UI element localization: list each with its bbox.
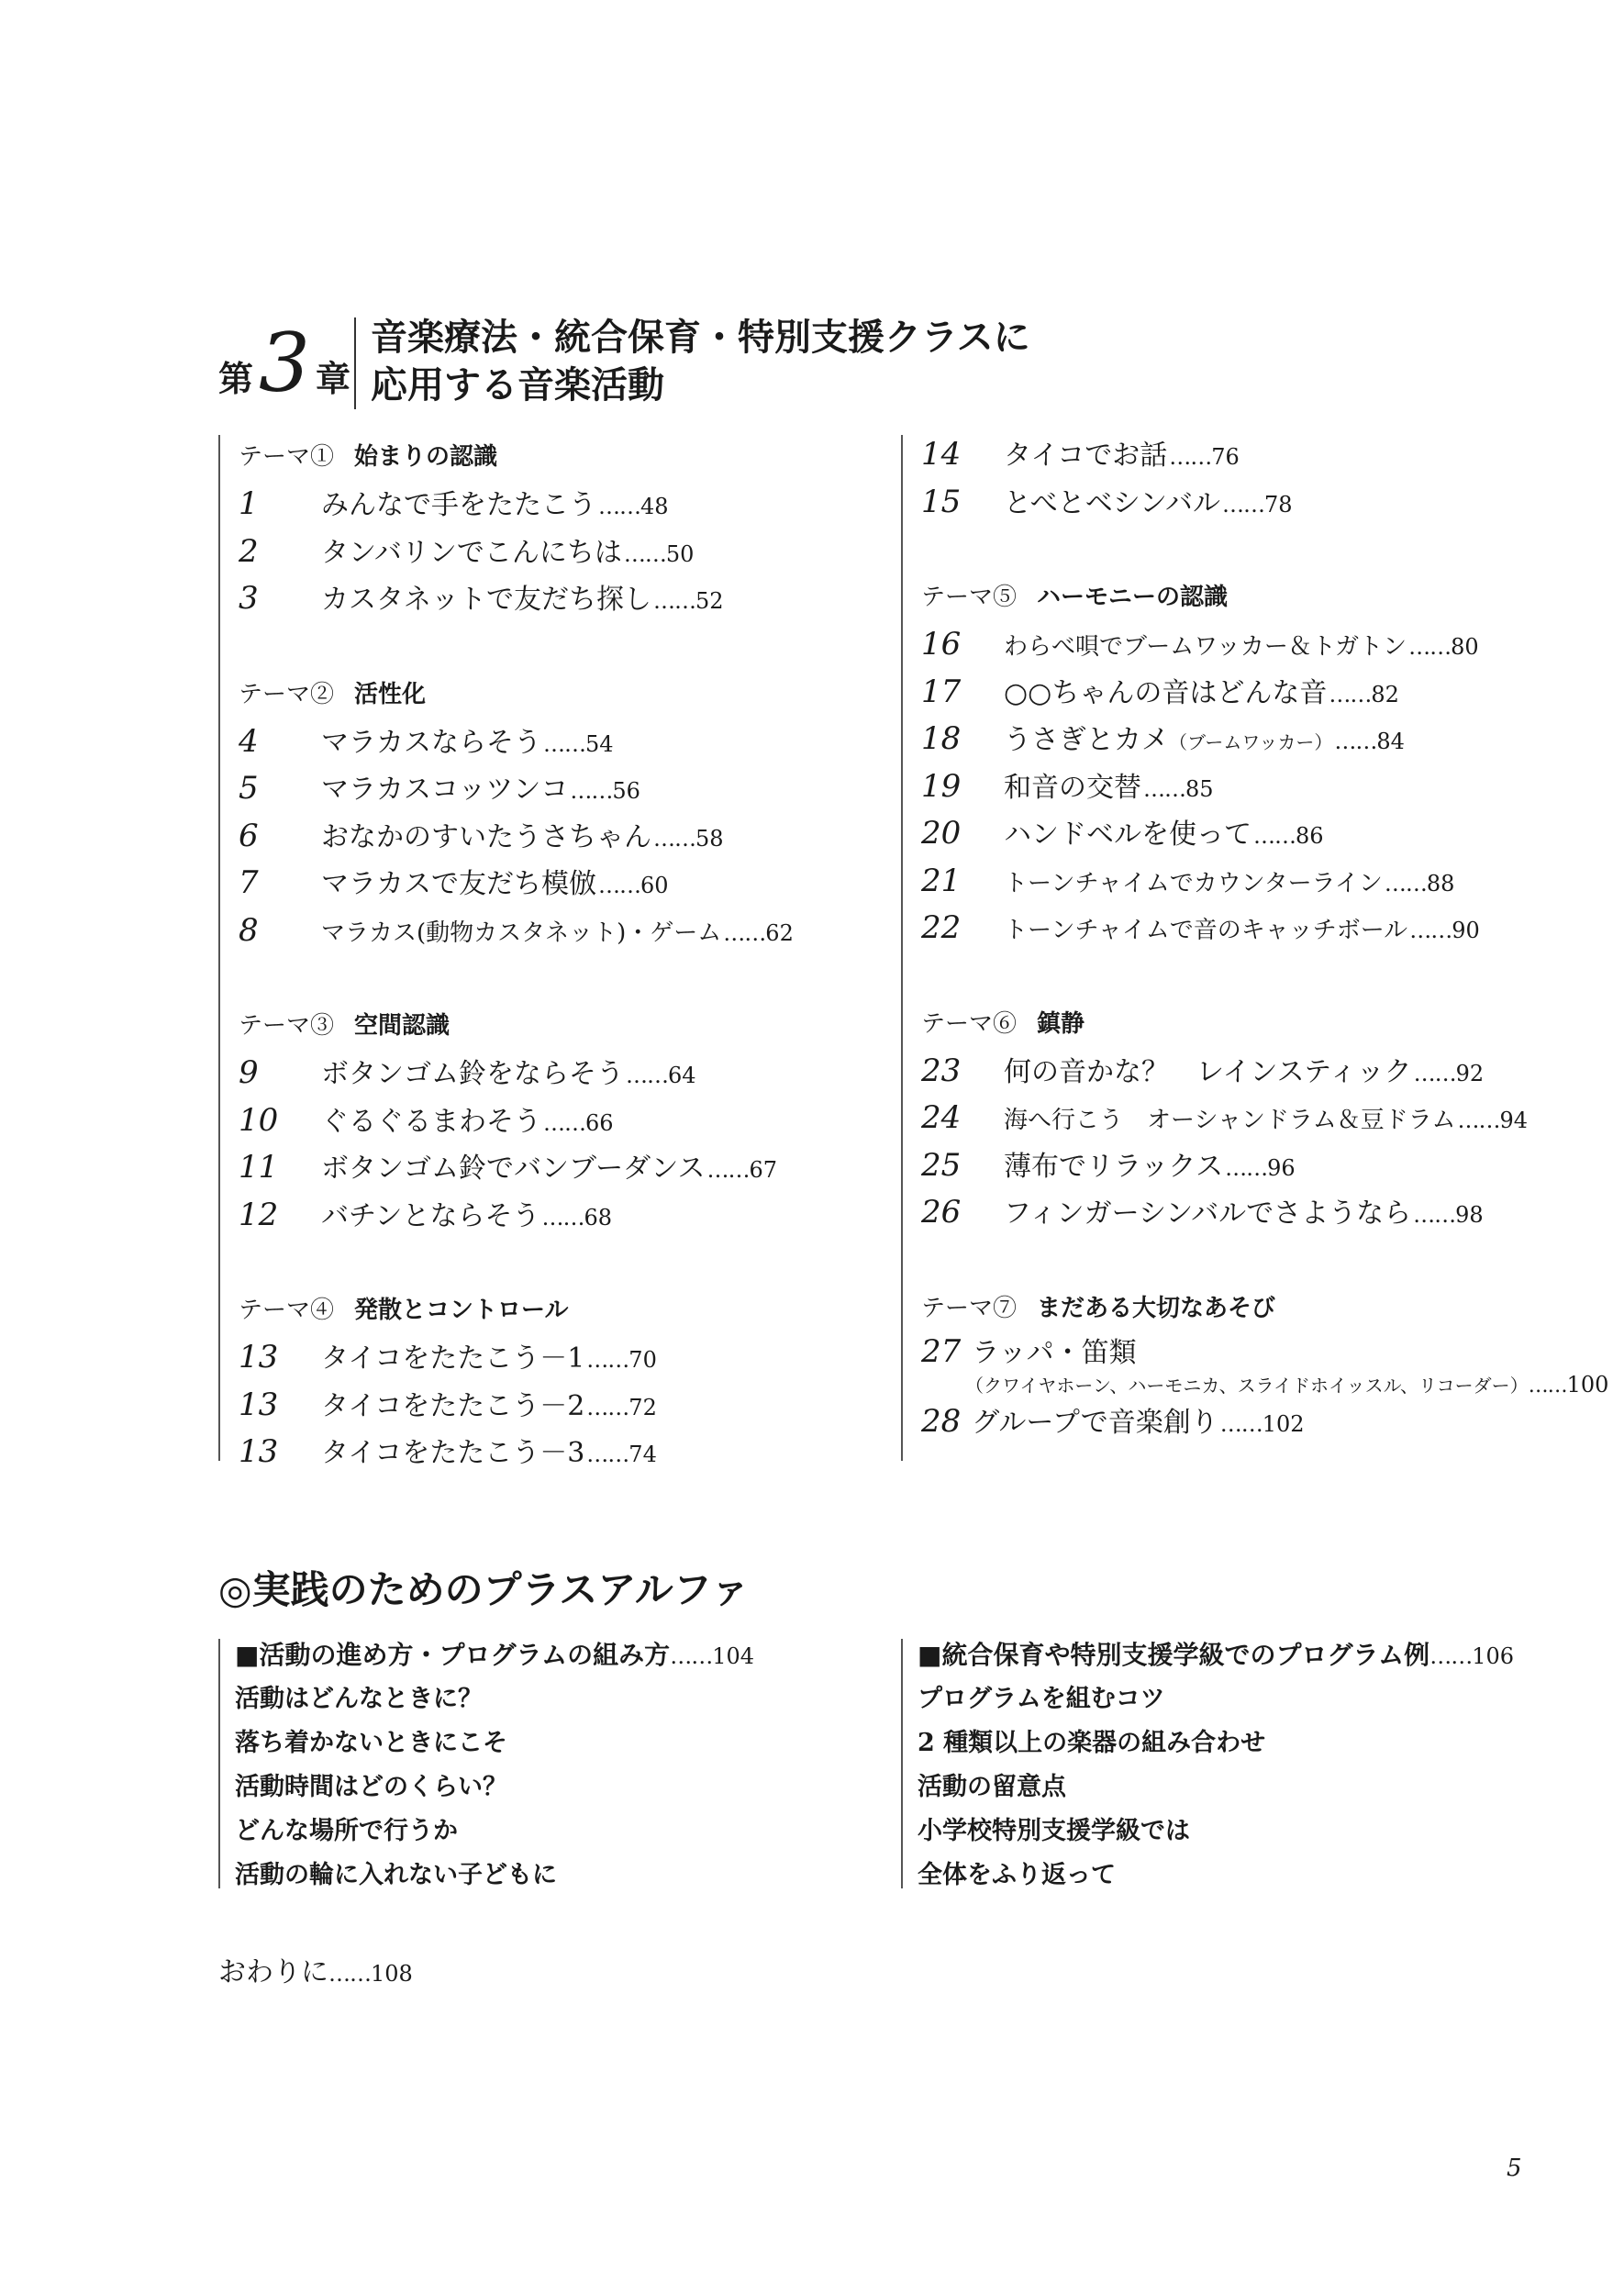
list-item: 全体をふり返って [918, 1861, 1116, 1889]
entry-number: 18 [921, 720, 962, 757]
entry-number: 6 [239, 817, 259, 854]
entry-leader: …… [723, 919, 766, 946]
theme-heading [921, 1285, 1608, 1332]
entry-leader: …… [1225, 1154, 1268, 1181]
entry-leader: …… [1219, 1410, 1262, 1437]
entry-number: 24 [921, 1099, 962, 1136]
toc-entry[interactable] [239, 529, 794, 576]
entry-page: 104 [712, 1643, 754, 1669]
entry-text: ボタンゴム鈴をならそう [321, 1058, 624, 1090]
entry-leader: …… [670, 1643, 713, 1669]
entry-leader: …… [1528, 1374, 1567, 1398]
toc-entry[interactable] [921, 716, 1608, 763]
entry-number: 5 [239, 770, 259, 807]
entry-page: 58 [695, 825, 724, 852]
entry-leader: …… [1169, 444, 1212, 470]
chapter-suffix: 章 [316, 358, 351, 399]
entry-page: 76 [1211, 444, 1240, 470]
plus-right-list [918, 1633, 1514, 1898]
entry-leader: …… [586, 1394, 629, 1420]
chapter-title-line2: 応用する音楽活動 [371, 363, 664, 406]
entry-text: グループで音楽創り [972, 1406, 1218, 1439]
toc-entry[interactable] [921, 905, 1608, 952]
entry-leader: …… [623, 540, 666, 567]
entry-number: 25 [921, 1146, 962, 1184]
plus-right-heading[interactable] [918, 1633, 1514, 1677]
entry-leader: …… [1253, 823, 1296, 849]
plus-left-heading-text: ■活動の進め方・プログラムの組み方 [235, 1640, 671, 1670]
theme-title: 空間認識 [354, 1012, 450, 1040]
toc-entry[interactable] [239, 813, 794, 861]
entry-number: 8 [239, 911, 259, 949]
list-item: 小学校特別支援学級では [918, 1817, 1190, 1845]
list-item: 活動時間はどのくらい？ [235, 1773, 507, 1801]
entry-leader: …… [541, 1204, 584, 1231]
entry-page: 66 [585, 1109, 614, 1136]
entry-text: ぐるぐるまわそう [321, 1105, 541, 1138]
entry-text: 何の音かな？ レインスティック [1004, 1055, 1412, 1088]
toc-entry[interactable] [239, 575, 794, 623]
entry-leader: …… [1409, 918, 1452, 943]
entry-number: 10 [239, 1101, 279, 1139]
entry-number: 15 [921, 483, 962, 520]
entry-page: 94 [1499, 1108, 1528, 1133]
toc-entry[interactable] [921, 1142, 1608, 1190]
entry-text: ラッパ・笛類 [972, 1336, 1137, 1369]
entry-leader: …… [653, 588, 695, 614]
toc-entry[interactable] [239, 860, 794, 908]
theme-label: テーマ② [239, 680, 335, 708]
theme-label: テーマ③ [239, 1012, 335, 1040]
entry-number: 4 [239, 722, 259, 760]
toc-entry[interactable] [239, 1097, 794, 1145]
entry-text: マラカスコッツンコ [321, 774, 569, 806]
list-item: 活動の留意点 [918, 1773, 1066, 1801]
entry-text: ボタンゴム鈴でバンブーダンス [321, 1153, 706, 1185]
entry-subline[interactable] [921, 1371, 1608, 1398]
theme-title: 鎮静 [1037, 1009, 1085, 1038]
theme-label: テーマ① [239, 443, 335, 471]
entry-number: 27 [921, 1332, 962, 1370]
entry-text: マラカス(動物カスタネット)・ゲーム [321, 919, 722, 947]
toc-entry[interactable] [239, 1144, 794, 1192]
list-item: 活動の輪に入れない子どもに [235, 1861, 557, 1889]
entry-number: 14 [921, 436, 962, 473]
toc-entry[interactable] [921, 1398, 1608, 1446]
entry-page: 62 [765, 919, 794, 946]
toc-entry[interactable] [239, 1429, 794, 1476]
entry-page: 78 [1263, 491, 1293, 518]
theme-title: 発散とコントロール [354, 1297, 569, 1324]
chapter-title [371, 314, 1030, 409]
entry-text: うさぎとカメ [1004, 724, 1169, 756]
entry-leader: …… [1334, 729, 1377, 754]
entry-page: 90 [1452, 918, 1480, 943]
entry-leader: …… [1429, 1643, 1473, 1669]
entry-number: 12 [239, 1196, 279, 1233]
toc-entry[interactable] [921, 1095, 1608, 1142]
toc-entry[interactable] [239, 481, 794, 529]
theme-heading [921, 1000, 1608, 1048]
entry-number: 13 [239, 1339, 279, 1375]
entry-number: 26 [921, 1194, 962, 1231]
entry-page: 48 [640, 494, 669, 519]
chapter-prefix: 第 [218, 358, 254, 399]
entry-page: 67 [749, 1157, 778, 1183]
entry-leader: …… [1143, 775, 1185, 802]
chapter-label [218, 316, 351, 415]
entry-leader: …… [586, 1442, 629, 1467]
entry-page: 106 [1472, 1643, 1514, 1669]
list-item: 落ち着かないときにこそ [235, 1729, 507, 1757]
closing-entry[interactable] [218, 1949, 413, 1989]
entry-page: 70 [628, 1347, 657, 1373]
entry-leader: …… [1329, 681, 1372, 707]
entry-page: 96 [1267, 1154, 1296, 1181]
theme-heading [239, 1286, 794, 1334]
entry-number: 2 [239, 532, 259, 570]
plus-left-heading[interactable] [235, 1633, 754, 1677]
entry-text: カスタネットで友だち探し [321, 584, 651, 616]
entry-leader: …… [586, 1347, 629, 1373]
entry-page: 56 [612, 778, 640, 804]
entry-number: 19 [921, 767, 962, 805]
entry-leader: …… [1408, 634, 1452, 660]
closing-text: おわりに [218, 1956, 328, 1988]
theme-heading [239, 671, 794, 718]
list-item: プログラムを組むコツ [918, 1685, 1165, 1713]
entry-text: わらべ唄でブームワッカー＆トガトン [1004, 633, 1407, 661]
theme-title: ハーモニーの認識 [1037, 584, 1229, 611]
left-column [239, 433, 794, 1476]
plus-left-list [235, 1633, 754, 1898]
entry-leader: …… [653, 825, 695, 852]
toc-entry[interactable] [921, 763, 1608, 811]
entry-text: タイコをたたこう－2 [321, 1389, 585, 1422]
entry-sub-text: （クワイヤホーン、ハーモニカ、スライドホイッスル、リコーダー） [965, 1374, 1529, 1397]
toc-entry[interactable] [921, 621, 1608, 669]
entry-leader: …… [1221, 491, 1264, 518]
entry-text: みんなで手をたたこう [321, 489, 596, 521]
entry-number: 3 [239, 580, 259, 617]
entry-leader: …… [328, 1961, 371, 1987]
entry-page: 80 [1451, 634, 1479, 660]
entry-leader: …… [543, 1109, 585, 1136]
entry-page: 108 [371, 1961, 413, 1987]
right-column-rule [901, 435, 903, 1461]
entry-page: 92 [1455, 1060, 1485, 1086]
entry-page: 64 [668, 1063, 696, 1088]
entry-leader: …… [1384, 870, 1427, 896]
theme-title: 活性化 [354, 680, 427, 708]
entry-page: 82 [1371, 681, 1399, 707]
toc-entry[interactable] [239, 1382, 794, 1430]
entry-page: 50 [665, 540, 695, 567]
toc-entry[interactable] [921, 1048, 1608, 1096]
toc-entry[interactable] [239, 1192, 794, 1240]
entry-text: 薄布でリラックス [1004, 1150, 1224, 1183]
toc-entry[interactable] [239, 765, 794, 813]
left-column-rule [218, 435, 220, 1461]
entry-leader: …… [598, 873, 640, 898]
entry-page: 68 [584, 1204, 613, 1231]
entry-page: 85 [1185, 775, 1214, 802]
entry-leader: …… [1413, 1060, 1456, 1086]
toc-entry[interactable] [239, 718, 794, 766]
theme-heading [239, 433, 794, 481]
entry-text: トーンチャイムで音のキャッチボール [1004, 917, 1408, 944]
entry-text: マラカスならそう [321, 726, 541, 759]
entry-leader: …… [1413, 1202, 1456, 1228]
entry-page: 88 [1426, 870, 1455, 896]
plus-right-rule [901, 1639, 903, 1888]
entry-text: ハンドベルを使って [1004, 818, 1251, 851]
toc-entry[interactable] [921, 1332, 1608, 1371]
theme-heading [921, 574, 1608, 621]
entry-number: 20 [921, 815, 962, 852]
entry-text: おなかのすいたうさちゃん [321, 820, 651, 853]
entry-text: タイコをたたこう－1 [321, 1342, 585, 1375]
chapter-title-line1: 音楽療法・統合保育・特別支援クラスに [371, 316, 1030, 359]
theme-label: テーマ⑤ [921, 584, 1018, 611]
entry-text: バチンとならそう [321, 1199, 540, 1232]
entry-number: 11 [239, 1149, 279, 1186]
entry-page: 74 [628, 1442, 657, 1467]
entry-text: タイコをたたこう－3 [321, 1437, 585, 1469]
list-item: どんな場所で行うか [235, 1817, 458, 1845]
entry-page: 84 [1376, 729, 1405, 754]
entry-page: 98 [1455, 1202, 1484, 1228]
entry-text: 海へ行こう オーシャンドラム＆豆ドラム [1004, 1107, 1456, 1134]
entry-leader: …… [598, 494, 640, 519]
entry-text: 和音の交替 [1004, 771, 1141, 804]
entry-number: 1 [239, 485, 259, 522]
chapter-divider [354, 317, 356, 409]
theme-label: テーマ④ [239, 1297, 335, 1324]
entry-number: 16 [921, 626, 962, 663]
entry-number: 13 [239, 1386, 279, 1423]
entry-number: 23 [921, 1052, 962, 1089]
entry-number: 21 [921, 862, 962, 899]
theme-title: 始まりの認識 [354, 443, 498, 471]
page-number: 5 [1507, 2155, 1522, 2182]
entry-number: 7 [239, 864, 259, 901]
entry-page: 60 [640, 873, 669, 898]
toc-entry[interactable] [921, 669, 1608, 717]
toc-entry[interactable] [921, 810, 1608, 858]
theme-label: テーマ⑥ [921, 1009, 1018, 1038]
toc-entry[interactable] [239, 1334, 794, 1382]
right-column [921, 431, 1608, 1445]
entry-number: 17 [921, 673, 962, 710]
entry-page: 100 [1566, 1371, 1609, 1398]
toc-entry[interactable] [921, 858, 1608, 906]
toc-entry[interactable] [239, 908, 794, 955]
entry-text: マラカスで友だち模倣 [321, 868, 596, 900]
entry-leader: …… [706, 1157, 750, 1183]
theme-label: テーマ⑦ [921, 1294, 1018, 1322]
entry-page: 54 [585, 730, 614, 757]
entry-number: 13 [239, 1433, 279, 1470]
entry-number: 28 [921, 1402, 962, 1440]
theme-title: まだある大切なあそび [1037, 1294, 1276, 1322]
list-item: 2 種類以上の楽器の組み合わせ [918, 1729, 1266, 1757]
entry-leader: …… [626, 1063, 668, 1088]
entry-text: トーンチャイムでカウンターライン [1004, 869, 1383, 897]
entry-leader: …… [1457, 1108, 1500, 1133]
entry-page: 102 [1262, 1410, 1305, 1437]
entry-text: とべとベシンバル [1004, 486, 1220, 519]
entry-text: タイコでお話 [1004, 440, 1168, 472]
entry-text: ○○ちゃんの音はどんな音 [1004, 676, 1328, 709]
entry-text-note: （ブームワッカー） [1169, 731, 1333, 753]
plus-right-heading-text: ■統合保育や特別支援学級でのプログラム例 [918, 1640, 1430, 1670]
entry-text: タンバリンでこんにちは [321, 536, 622, 569]
entry-number: 9 [239, 1054, 259, 1091]
toc-entry[interactable] [921, 479, 1608, 527]
toc-entry[interactable] [921, 1189, 1608, 1237]
list-item: 活動はどんなときに？ [235, 1685, 483, 1713]
toc-entry[interactable] [921, 431, 1608, 479]
theme-heading [239, 1002, 794, 1050]
section-title: ◎実践のためのプラスアルファ [218, 1567, 750, 1612]
entry-text: フィンガーシンバルでさようなら [1004, 1197, 1412, 1230]
plus-left-rule [218, 1639, 220, 1888]
toc-entry[interactable] [239, 1050, 794, 1097]
chapter-number: 3 [259, 316, 311, 410]
entry-leader: …… [543, 730, 585, 757]
entry-leader: …… [570, 778, 613, 804]
entry-page: 72 [628, 1394, 657, 1420]
entry-page: 52 [695, 588, 724, 614]
entry-page: 86 [1296, 823, 1324, 849]
entry-number: 22 [921, 909, 962, 946]
